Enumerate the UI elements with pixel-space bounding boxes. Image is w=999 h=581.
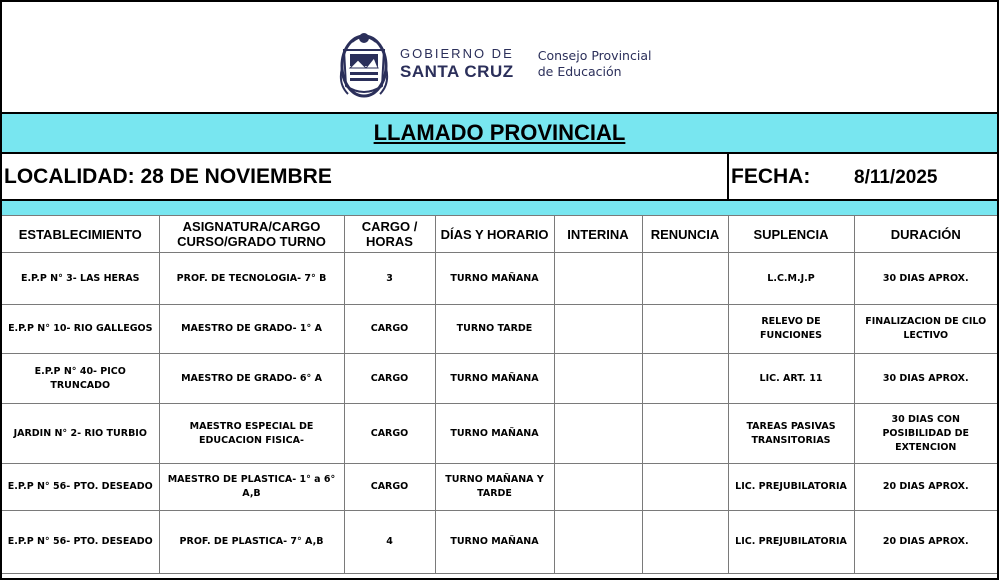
cell-suplencia: RELEVO DE FUNCIONES: [728, 305, 854, 354]
cell-duracion: 30 DIAS APROX.: [854, 253, 997, 305]
document-title: LLAMADO PROVINCIAL: [373, 120, 626, 145]
header-duracion: DURACIÓN: [854, 216, 997, 253]
localidad: LOCALIDAD: 28 DE NOVIEMBRE: [4, 165, 332, 188]
cell-establecimiento: E.P.P N° 10- RIO GALLEGOS: [2, 305, 159, 354]
cell-duracion: FINALIZACION DE CILO LECTIVO: [854, 305, 997, 354]
cell-establecimiento: E.P.P N° 3- LAS HERAS: [2, 253, 159, 305]
cell-establecimiento: E.P.P N° 40- PICO TRUNCADO: [2, 354, 159, 404]
header-cargo-line1: CARGO /: [361, 219, 418, 234]
header-suplencia: SUPLENCIA: [728, 216, 854, 253]
cell-dias: TURNO MAÑANA: [435, 511, 554, 574]
positions-table: [2, 215, 997, 574]
table-row: [2, 305, 997, 354]
council-line2: de Educación: [537, 64, 622, 79]
cell-duracion: 20 DIAS APROX.: [854, 464, 997, 511]
cell-suplencia: LIC. PREJUBILATORIA: [728, 511, 854, 574]
table-row: [2, 404, 997, 464]
cell-asignatura: MAESTRO ESPECIAL DE EDUCACION FISICA-: [159, 404, 344, 464]
table-row: [2, 253, 997, 305]
gov-line2: SANTA CRUZ: [400, 62, 514, 81]
header-asignatura: [159, 216, 344, 253]
cell-establecimiento: JARDIN N° 2- RIO TURBIO: [2, 404, 159, 464]
cell-asignatura: MAESTRO DE GRADO- 6° A: [159, 354, 344, 404]
table-row: [2, 511, 997, 574]
cell-establecimiento: E.P.P N° 56- PTO. DESEADO: [2, 511, 159, 574]
cell-asignatura: MAESTRO DE GRADO- 1° A: [159, 305, 344, 354]
fecha-label: FECHA:: [731, 165, 811, 188]
council-wordmark: [538, 48, 652, 80]
cell-cargo: CARGO: [344, 404, 435, 464]
gov-line1: GOBIERNO DE: [400, 46, 514, 61]
cell-dias: TURNO MAÑANA: [435, 354, 554, 404]
header-renuncia: RENUNCIA: [642, 216, 728, 253]
cell-dias: TURNO TARDE: [435, 305, 554, 354]
title-band: [2, 114, 997, 154]
header-cargo: [344, 216, 435, 253]
header-interina: INTERINA: [554, 216, 642, 253]
header-asignatura-line2: CURSO/GRADO TURNO: [177, 234, 326, 249]
cell-duracion: 30 DIAS CON POSIBILIDAD DE EXTENCION: [854, 404, 997, 464]
cell-suplencia: L.C.M.J.P: [728, 253, 854, 305]
cell-interina: [554, 305, 642, 354]
table-row: [2, 464, 997, 511]
logo: [338, 28, 651, 100]
info-divider: [727, 154, 729, 199]
cell-asignatura: PROF. DE TECNOLOGIA- 7° B: [159, 253, 344, 305]
coat-of-arms-icon: [338, 28, 390, 100]
cell-cargo: CARGO: [344, 464, 435, 511]
cell-renuncia: [642, 404, 728, 464]
cell-cargo: CARGO: [344, 305, 435, 354]
cell-suplencia: LIC. PREJUBILATORIA: [728, 464, 854, 511]
cell-renuncia: [642, 464, 728, 511]
cell-interina: [554, 354, 642, 404]
cell-interina: [554, 464, 642, 511]
cell-establecimiento: E.P.P N° 56- PTO. DESEADO: [2, 464, 159, 511]
fecha-value: 8/11/2025: [854, 167, 938, 188]
cell-interina: [554, 511, 642, 574]
accent-band: [2, 201, 997, 215]
cell-interina: [554, 253, 642, 305]
government-wordmark: [400, 46, 514, 82]
info-row: [2, 154, 997, 201]
cell-interina: [554, 404, 642, 464]
header-cargo-line2: HORAS: [366, 234, 413, 249]
cell-cargo: 3: [344, 253, 435, 305]
cell-cargo: 4: [344, 511, 435, 574]
cell-renuncia: [642, 253, 728, 305]
cell-cargo: CARGO: [344, 354, 435, 404]
cell-dias: TURNO MAÑANA: [435, 404, 554, 464]
header-establecimiento: ESTABLECIMIENTO: [2, 216, 159, 253]
cell-renuncia: [642, 511, 728, 574]
council-line1: Consejo Provincial: [537, 48, 652, 63]
header-asignatura-line1: ASIGNATURA/CARGO: [182, 219, 321, 234]
cell-renuncia: [642, 354, 728, 404]
cell-duracion: 30 DIAS APROX.: [854, 354, 997, 404]
header: [2, 2, 997, 114]
table-header-row: [2, 216, 997, 253]
cell-duracion: 20 DIAS APROX.: [854, 511, 997, 574]
cell-asignatura: MAESTRO DE PLASTICA- 1° a 6° A,B: [159, 464, 344, 511]
cell-asignatura: PROF. DE PLASTICA- 7° A,B: [159, 511, 344, 574]
header-dias: DÍAS Y HORARIO: [435, 216, 554, 253]
cell-dias: TURNO MAÑANA: [435, 253, 554, 305]
table-row: [2, 354, 997, 404]
cell-suplencia: TAREAS PASIVAS TRANSITORIAS: [728, 404, 854, 464]
cell-dias: TURNO MAÑANA Y TARDE: [435, 464, 554, 511]
cell-renuncia: [642, 305, 728, 354]
cell-suplencia: LIC. ART. 11: [728, 354, 854, 404]
